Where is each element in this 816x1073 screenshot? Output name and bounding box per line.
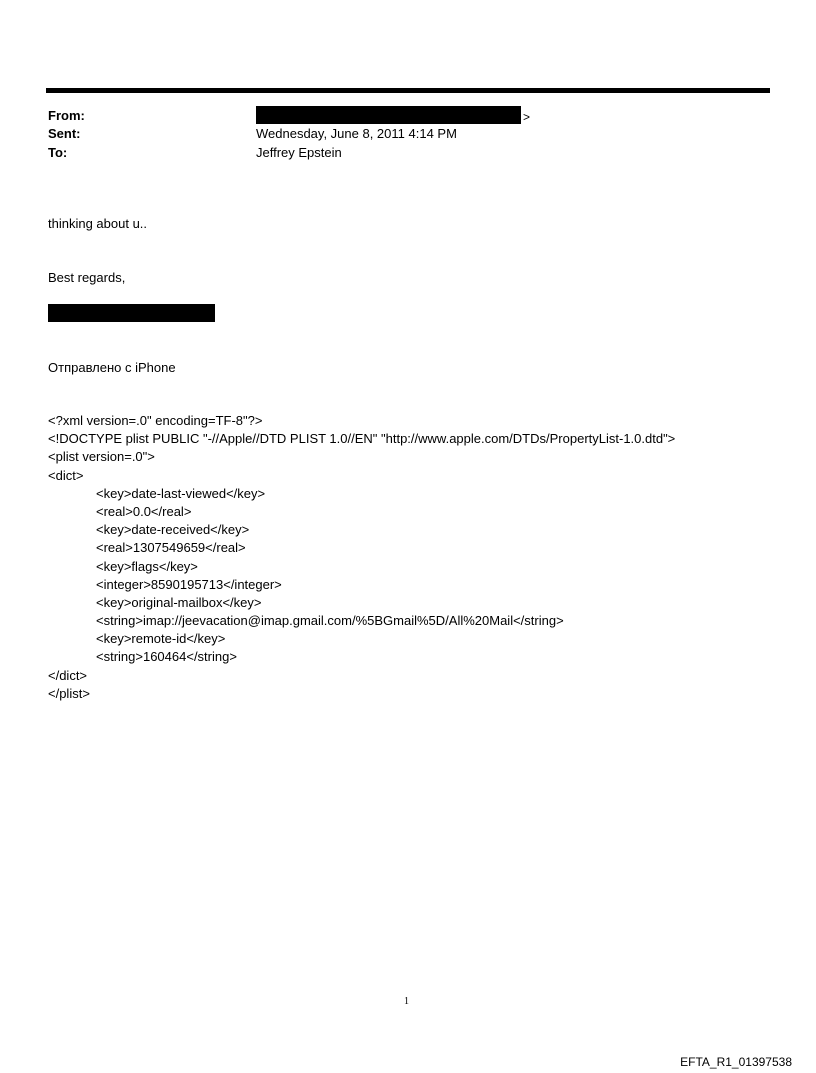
- from-label: From:: [48, 108, 85, 123]
- sent-label: Sent:: [48, 126, 81, 141]
- message-body: thinking about u..: [48, 216, 148, 231]
- xml-line: <real>0.0</real>: [96, 503, 192, 519]
- device-signature: Отправлено с iPhone: [48, 360, 176, 375]
- xml-line: <plist version=.0">: [48, 449, 155, 465]
- plist-block: [48, 412, 675, 703]
- bates-number: EFTA_R1_01397538: [680, 1055, 792, 1069]
- page-number: 1: [404, 996, 409, 1007]
- xml-line: </plist>: [48, 685, 90, 701]
- xml-line: <key>date-last-viewed</key>: [96, 485, 266, 501]
- xml-line: <string>160464</string>: [96, 649, 237, 665]
- redacted-signature: [48, 304, 215, 322]
- xml-line: <integer>8590195713</integer>: [96, 576, 282, 592]
- xml-line: <string>imap://jeevacation@imap.gmail.com/%5BGmail%5D/All%20Mail</string>: [96, 613, 564, 629]
- xml-line: <key>flags</key>: [96, 558, 198, 574]
- redacted-sender: [256, 106, 521, 124]
- xml-line: <dict>: [48, 467, 84, 483]
- xml-line: <key>original-mailbox</key>: [96, 594, 262, 610]
- xml-line: </dict>: [48, 667, 88, 683]
- xml-line: <!DOCTYPE plist PUBLIC "-//Apple//DTD PLIST 1.0//EN" "http://www.apple.com/DTDs/PropertyList-1.0.dtd">: [48, 431, 676, 447]
- from-suffix: >: [523, 110, 531, 124]
- xml-line: <real>1307549659</real>: [96, 540, 246, 556]
- sent-value: Wednesday, June 8, 2011 4:14 PM: [256, 126, 457, 141]
- xml-line: <?xml version=.0" encoding=TF-8"?>: [48, 413, 263, 428]
- xml-line: <key>remote-id</key>: [96, 631, 226, 647]
- header-rule: [46, 88, 770, 93]
- xml-line: <key>date-received</key>: [96, 522, 250, 538]
- closing-line: Best regards,: [48, 270, 126, 285]
- to-label: To:: [48, 145, 68, 160]
- to-value: Jeffrey Epstein: [256, 145, 342, 160]
